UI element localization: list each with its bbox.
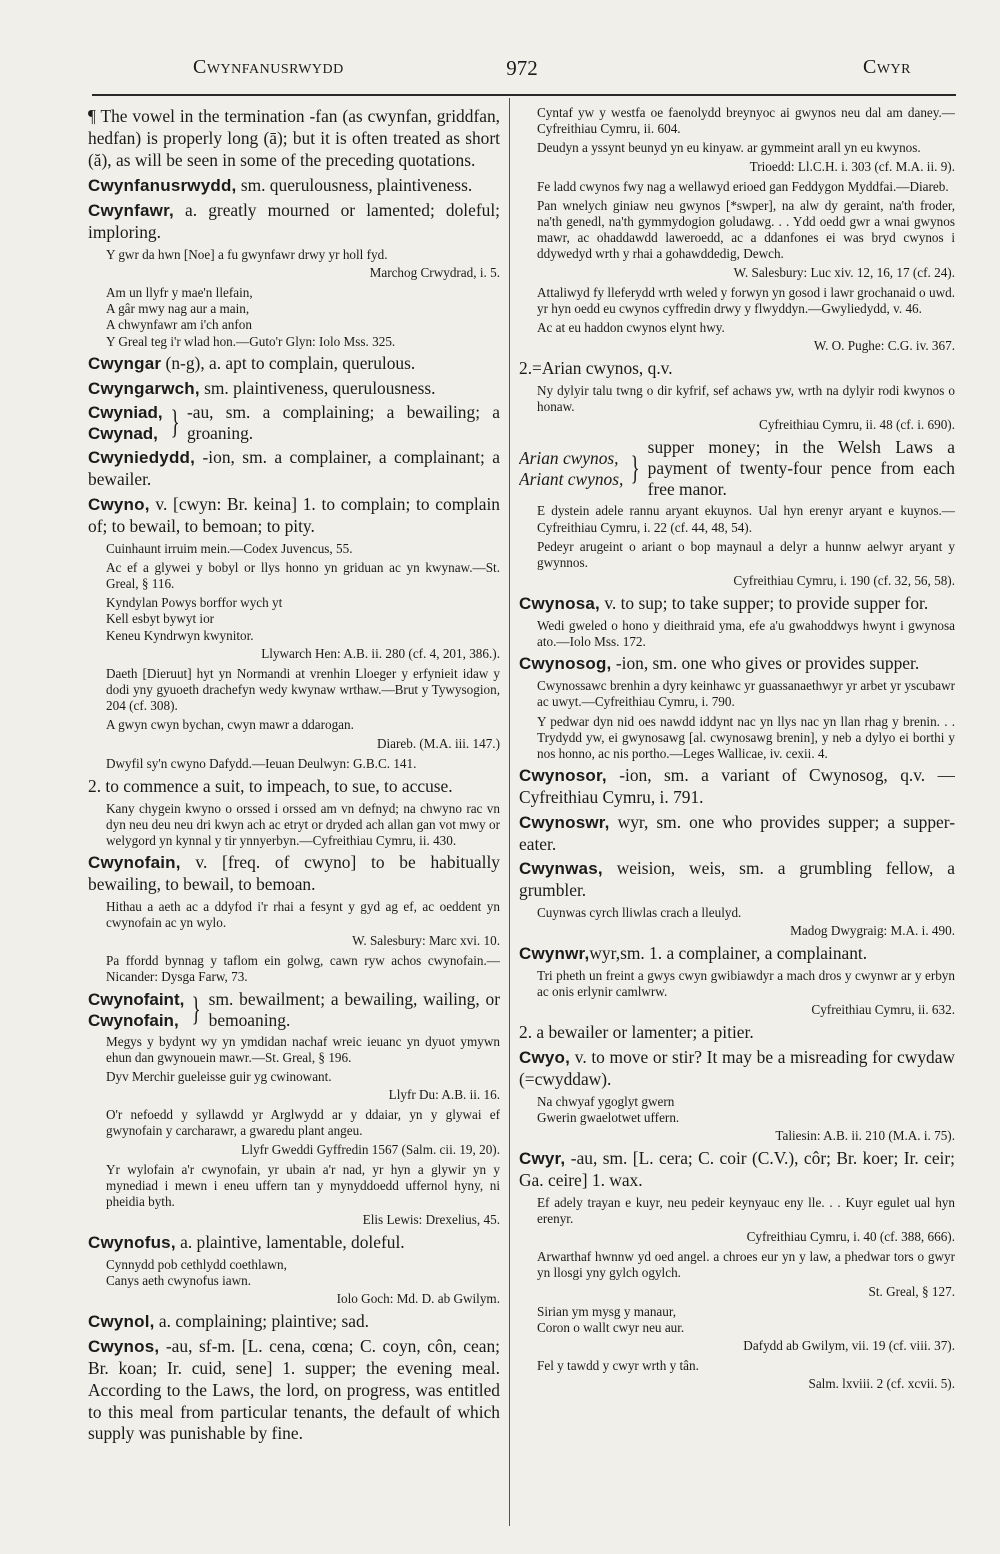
citation-source: Madog Dwygraig: M.A. i. 490. [790, 923, 955, 939]
dictionary-entry [519, 765, 955, 809]
quotation: Daeth [Dieruut] hyt yn Normandi at vrenhin Lloeger y erfynieit idaw y dodi yny gyuoeth drachefyn wedy kwynaw wrthaw.—Brut y Tywysogion, 204 (cf. 308). [106, 665, 500, 714]
headword: Cwynol, [88, 1312, 155, 1332]
definition: -au, sm. [L. cera; C. coir (C.V.), côr; Br. koer; Ir. ceir; Ga. ceire] 1. wax. [519, 1148, 955, 1191]
dictionary-entry [88, 1311, 500, 1333]
definition: wyr,sm. 1. a complainer, a complainant. [589, 943, 868, 964]
definition: (n-g), a. apt to complain, querulous. [161, 352, 416, 373]
headword: Cwynad, [88, 424, 158, 444]
running-head-left: Cwynfanusrwydd [193, 56, 344, 78]
citation-source: Elis Lewis: Drexelius, 45. [362, 1212, 500, 1228]
quotation: E dystein adele rannu aryant ekuynos. Ual hyn erenyr aryant e kuynos.—Cyfreithiau Cymru, i. 22 (cf. 44, 48, 54). [537, 503, 955, 535]
verse-quotation [537, 1304, 955, 1336]
citation-source: St. Greal, § 127. [868, 1283, 955, 1299]
quotation: Cwynossawc brenhin a dyry keinhawc yr guassanaethwyr yr arbet yr yscubawr ac uwyt.—Cyfreithiau Cymru, i. 790. [537, 678, 955, 710]
headword: Arian cwynos, [519, 447, 619, 468]
quotation: Dyv Merchir gueleisse guir yg cwinowant. [106, 1069, 332, 1085]
paired-entry [88, 989, 500, 1031]
definition: -au, sf-m. [L. cena, cœna; C. coyn, côn, cean; Br. koan; Ir. cuid, sene] 1. supper; the evening meal. According to the Laws, the lord, on progress, was entitled to this meal from particular tenants, the default of which supply was punishable by fine. [88, 1336, 500, 1444]
quotation: Cyntaf yw y westfa oe faenolydd breynyoc ai gwynos neu dal am daney.—Cyfreithiau Cymru, ii. 604. [537, 105, 955, 137]
headword: Cwyno, [88, 494, 150, 514]
headword: Cwynoswr, [519, 812, 610, 832]
quotation: Dwyfil sy'n cwyno Dafydd.—Ieuan Deulwyn: G.B.C. 141. [106, 755, 417, 771]
headword: Cwynofain, [88, 853, 181, 873]
headword: Cwynofaint, [88, 989, 185, 1009]
headword: Cwynfawr, [88, 201, 174, 221]
page-number: 972 [506, 56, 538, 80]
quotation: Ef adely trayan e kuyr, neu pedeir keynyauc eny lle. . . Kuyr egulet ual hyn erenyr. [537, 1194, 955, 1227]
headword: Ariant cwynos, [519, 468, 624, 489]
dictionary-entry [519, 943, 955, 965]
quotation: Wedi gweled o hono y dieithraid yma, efe a'u gwahoddwys hwynt i gwynosa ato.—Iolo Mss. 172. [537, 618, 955, 650]
definition: wyr, sm. one who provides supper; a supper-eater. [519, 811, 955, 854]
headword: Cwyngar [88, 353, 162, 373]
dictionary-entry [88, 1232, 500, 1254]
quotation: Fel y tawdd y cwyr wrth y tân. [537, 1358, 699, 1374]
definition: a. greatly mourned or lamented; doleful; imploring. [88, 200, 500, 242]
verse-line: Y Greal teg i'r wlad hon.—Guto'r Glyn: Iolo Mss. 325. [106, 333, 396, 349]
header-rule [92, 94, 956, 96]
left-column [88, 102, 500, 1527]
citation-source: W. Salesbury: Luc xiv. 12, 16, 17 (cf. 24). [733, 264, 955, 280]
brace-glyph: } [192, 990, 201, 1028]
citation-source: Cyfreithiau Cymru, i. 40 (cf. 388, 666). [746, 1229, 955, 1245]
quotation: Cuynwas cyrch lliwlas crach a lleulyd. [537, 905, 742, 921]
definition: v. [cwyn: Br. keina] 1. to complain; to complain of; to bewail, to bemoan; to pity. [88, 493, 500, 536]
quotation: O'r nefoedd y syllawdd yr Arglwydd ar y ddaiar, yn y glywai ef gwynofain y carcharawr, a gwaredu plant angeu. [106, 1107, 500, 1139]
citation-source: W. O. Pughe: C.G. iv. 367. [813, 338, 955, 354]
quotation: Ac ef a glywei y bobyl or llys honno yn griduan ac yn kwynaw.—St. Greal, § 116. [106, 559, 500, 591]
verse-line: Coron o wallt cwyr neu aur. [537, 1319, 685, 1335]
citation-source: Llywarch Hen: A.B. ii. 280 (cf. 4, 201, 386.). [261, 645, 500, 661]
sense-definition: 2. to commence a suit, to impeach, to sue, to accuse. [88, 775, 453, 796]
definition: sm. plaintiveness, querulousness. [199, 377, 436, 398]
headword: Cwyngarwch, [88, 378, 200, 398]
quotation: Arwarthaf hwnnw yd oed angel. a chroes eur yn y law, a phedwar tors o gwyr yn llosgi yny gylch ogylch. [537, 1249, 955, 1281]
paired-headwords [519, 448, 623, 490]
citation-source: Taliesin: A.B. ii. 210 (M.A. i. 75). [775, 1128, 955, 1144]
quotation: Hithau a aeth ac a ddyfod i'r rhai a fesynt y gyd ag ef, ac oeddent yn cwynofain ac yn wylo. [106, 898, 500, 931]
quotation: Deudyn a yssynt beunyd yn eu kinyaw. ar gymmeint arall yn eu kwynos. [537, 140, 921, 156]
dictionary-entry [519, 1047, 955, 1091]
dictionary-entry [88, 1336, 500, 1445]
citation-source: Marchog Crwydrad, i. 5. [369, 264, 500, 280]
dictionary-entry [88, 494, 500, 538]
verse-quotation [537, 1094, 955, 1126]
usage-note: ¶ The vowel in the termination -fan (as cwynfan, griddfan, hedfan) is properly long (ā); but it is often treated as short (ă), as will be seen in some of the preceding quotations. [88, 106, 500, 170]
headword: Cwynosa, [519, 594, 600, 614]
verse-line: A gâr mwy nag aur a main, [106, 301, 250, 317]
definition: v. to move or stir? It may be a misreading for cwydaw (=cwyddaw). [519, 1047, 955, 1090]
citation-source: Dafydd ab Gwilym, vii. 19 (cf. viii. 37). [743, 1338, 955, 1354]
dictionary-entry [88, 175, 500, 197]
headword: Cwynofain, [88, 1010, 179, 1030]
paired-headwords [88, 989, 184, 1031]
definition: sm. querulousness, plaintiveness. [236, 175, 473, 196]
dictionary-entry [519, 812, 955, 856]
quotation: Y pedwar dyn nid oes nawdd iddynt nac yn llys nac yn llan rhag y brenin. . . Trydydd yw, ei gwynosawg [al. cwynosawg brenin], y neb a dylyo ei borthi y nos honno, ac nis portho.—Leges Wallicae, iv. cexii. 4. [537, 713, 955, 762]
verse-line: Canys aeth cwynofus iawn. [106, 1273, 252, 1289]
citation-source: Llyfr Du: A.B. ii. 16. [388, 1087, 500, 1103]
definition: sm. bewailment; a bewailing, wailing, or bemoaning. [208, 988, 500, 1030]
paired-entry [88, 402, 500, 444]
verse-quotation [106, 1257, 500, 1289]
verse-line: Na chwyaf ygoglyt gwern [537, 1093, 675, 1109]
quotation: Y gwr da hwn [Noe] a fu gwynfawr drwy yr holl fyd. [106, 246, 388, 262]
verse-line: A chwynfawr am i'ch anfon [106, 317, 252, 333]
quotation: Pan wnelych giniaw neu gwynos [*swper], na alw dy geraint, na'th froder, na'th genedl, na'th gymmydogion goludawg. . . Ydd oedd gwr a wnai gwynos mawr, ac ohaddawdd laweroedd, ac a ddanfones ei was bryd cwynos i ddywedyd wrth y rhai a gohawddedig, Dewch. [537, 197, 955, 262]
citation-source: Iolo Goch: Md. D. ab Gwilym. [336, 1291, 500, 1307]
definition: weision, weis, sm. a grumbling fellow, a grumbler. [519, 858, 955, 901]
dictionary-entry [519, 593, 955, 615]
definition: -au, sm. a complaining; a bewailing; a groaning. [186, 402, 500, 444]
headword: Cwyo, [519, 1048, 571, 1068]
running-head [88, 56, 956, 86]
running-head-right: Cwyr [862, 56, 911, 78]
headword: Cwynosog, [519, 654, 612, 674]
dictionary-entry [88, 852, 500, 896]
headword: Cwynwr, [519, 944, 590, 964]
headword: Cwyr, [519, 1149, 566, 1169]
citation-source: Cyfreithiau Cymru, ii. 48 (cf. i. 690). [759, 417, 955, 433]
verse-quotation [106, 595, 500, 644]
definition: a. plaintive, lamentable, doleful. [175, 1232, 405, 1253]
dictionary-entry [88, 353, 500, 375]
definition: a. complaining; plaintive; sad. [154, 1311, 370, 1332]
verse-line: Gwerin gwaelotwet uffern. [537, 1110, 680, 1126]
citation-source: Salm. lxviii. 2 (cf. xcvii. 5). [808, 1376, 955, 1392]
quotation: Pedeyr arugeint o ariant o bop maynaul a delyr a hunnw aelwyr aryant y gwynnos. [537, 538, 955, 571]
definition: -ion, sm. one who gives or provides supper. [611, 653, 920, 674]
dictionary-entry [519, 1148, 955, 1192]
sense-definition: 2.=Arian cwynos, q.v. [519, 358, 673, 379]
dictionary-entry [88, 200, 500, 244]
verse-line: Keneu Kyndrwyn kwynitor. [106, 627, 254, 643]
headword: Cwynosor, [519, 766, 607, 786]
headword: Cwyniad, [88, 403, 163, 423]
quotation: Fe ladd cwynos fwy nag a wellawyd erioed gan Feddygon Myddfai.—Diareb. [537, 178, 949, 194]
quotation: Kany chygein kwyno o orssed i orssed am vn defnyd; na chwyno rac vn dyn neu deu neu dri kwyn ach ac etryt or dryded ach allan gan vot mwy or welygord yn kynnal y tir ynnyerbyn.—Cyfreithiau Cymru, ii. 430. [106, 800, 500, 849]
headword: Cwynfanusrwydd, [88, 176, 237, 196]
quotation: Yr wylofain a'r cwynofain, yr ubain a'r nad, yr hyn a glywir yn y mynediad i mewn i eneu uffern tan y mynyddoedd uffernol hyny, ni pheidia byth. [106, 1161, 500, 1210]
quotation: Cuinhaunt irruim mein.—Codex Juvencus, 55. [106, 540, 353, 556]
citation-source: Cyfreithiau Cymru, i. 190 (cf. 32, 56, 58). [733, 573, 955, 589]
citation-source: Diareb. (M.A. iii. 147.) [376, 735, 500, 751]
quotation: Megys y bydynt wy yn ymdidan nachaf wreic ieuanc yn dyuot ymywn ehun dan gwynouein mawr.—St. Greal, § 196. [106, 1033, 500, 1065]
definition: -ion, sm. a complainer, a complainant; a bewailer. [88, 447, 500, 490]
quotation: A gwyn cwyn bychan, cwyn mawr a ddarogan. [106, 717, 354, 733]
brace-glyph: } [170, 404, 180, 442]
quotation: Pa ffordd bynnag y taflom ein golwg, cawn ryw achos cwynofain.—Nicander: Dysga Farw, 73. [106, 953, 500, 985]
brace-glyph: } [631, 449, 640, 487]
column-divider [509, 98, 510, 1526]
headword: Cwyniedydd, [88, 448, 196, 468]
paired-headwords [88, 402, 163, 444]
verse-line: Kyndylan Powys borffor wych yt [106, 595, 283, 611]
verse-quotation [106, 285, 500, 350]
paired-entry [519, 437, 955, 500]
headword: Cwynos, [88, 1337, 160, 1357]
definition: v. to sup; to take supper; to provide supper for. [599, 593, 929, 614]
right-column [519, 102, 955, 1527]
definition: supper money; in the Welsh Laws a payment of twenty-four pence from each free manor. [647, 437, 955, 500]
quotation: Ny dylyir talu twng o dir kyfrif, sef achaws yw, wrth na dylyir rodi kwynos o honaw. [537, 383, 955, 415]
sense-definition: 2. a bewailer or lamenter; a pitier. [519, 1022, 754, 1043]
definition: -ion, sm. a variant of Cwynosog, q.v. —Cyfreithiau Cymru, i. 791. [519, 765, 955, 808]
citation-source: W. Salesbury: Marc xvi. 10. [352, 933, 500, 949]
citation-source: Llyfr Gweddi Gyffredin 1567 (Salm. cii. 19, 20). [241, 1141, 500, 1157]
headword: Cwynofus, [88, 1233, 176, 1253]
dictionary-entry [519, 653, 955, 675]
verse-line: Am un llyfr y mae'n llefain, [106, 284, 253, 300]
verse-line: Cynnydd pob cethlydd coethlawn, [106, 1257, 287, 1273]
headword: Cwynwas, [519, 859, 603, 879]
quotation: Attaliwyd fy lleferydd wrth weled y forwyn yn gosod i lawr grochanaid o uwd. yr hyn oedd eu cwynos cyffredin drwy y flwyddyn.—Gwyliedydd, v. 46. [537, 284, 955, 316]
quotation: Ac at eu haddon cwynos elynt hwy. [537, 320, 725, 336]
definition: v. [freq. of cwyno] to be habitually bewailing, to bewail, to bemoan. [88, 852, 500, 895]
citation-source: Trioedd: Ll.C.H. i. 303 (cf. M.A. ii. 9). [749, 158, 955, 174]
citation-source: Cyfreithiau Cymru, ii. 632. [811, 1002, 955, 1018]
verse-line: Kell esbyt bywyt ior [106, 611, 215, 627]
dictionary-page [88, 48, 956, 1528]
dictionary-entry [519, 858, 955, 902]
dictionary-entry [88, 447, 500, 491]
quotation: Tri pheth un freint a gwys cwyn gwibiawdyr a mach dros y cwynwr ar y erbyn ac onis erlynir camlwrw. [537, 968, 955, 1000]
verse-line: Sirian ym mysg y manaur, [537, 1303, 677, 1319]
dictionary-entry [88, 378, 500, 400]
